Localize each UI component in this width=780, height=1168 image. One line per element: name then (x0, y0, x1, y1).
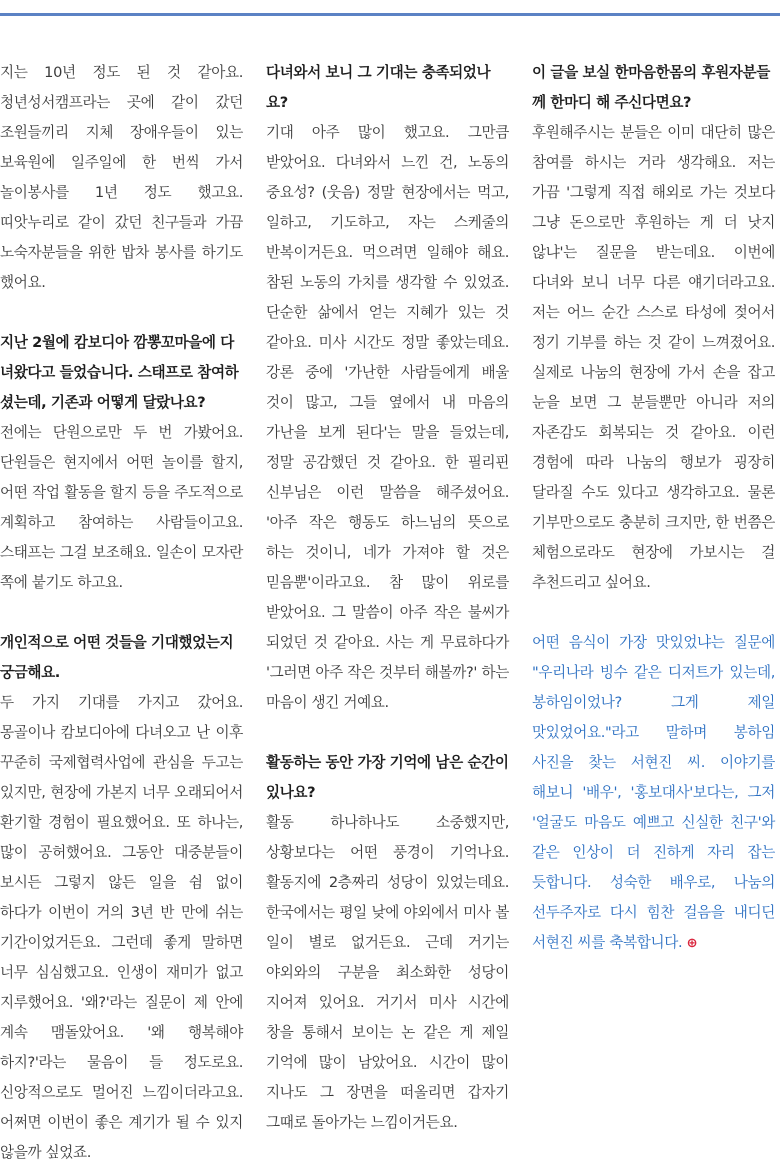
answer-expectations-met: 기대 아주 많이 했고요. 그만큼 받았어요. 다녀와서 느낀 건, 노동의 중요성? (웃음) 정말 현장에서는 먹고, 일하고, 기도하고, 자는 스케줄의 반복이거든요. 먹으려면 일해야 해요. 참된 노동의 가치를 생각할 수 있었죠. 단순한 삶에서 얻는 지혜가 있는 것 같아요. 미사 시간도 정말 좋았는데요. 강론 중에 '가난한 사람들에게 배울 것이 많고, 그들 옆에서 내 마음의 가난을 보게 된다'는 말을 들었는데, 정말 공감했던 것 같아요. 한 필리핀 신부님은 이런 말씀을 해주셨어요. '아주 작은 행동도 하느님의 뜻으로 하는 것이니, 네가 가져야 할 것은 믿음뿐'이라고요. 참 많이 위로를 받았어요. 그 말씀이 아주 작은 불씨가 되었던 것 같아요. 사는 게 무료하다가 '그러면 아주 작은 것부터 해볼까?' 하는 마음이 생긴 거예요. (266, 124, 509, 711)
article-column-middle (266, 58, 509, 1138)
article-column-left (0, 58, 243, 1168)
question-memorable-moment: 활동하는 동안 가장 기억에 남은 순간이 있나요? (266, 754, 509, 801)
end-mark-icon: ⊕ (686, 936, 698, 951)
answer-expectations: 두 가지 기대를 가지고 갔어요. 몽골이나 캄보디아에 다녀오고 난 이후 꾸준히 국제협력사업에 관심을 두고는 있지만, 현장에 가본지 너무 오래되어서 환기할 경험이 필요했어요. 또 하나는, 많이 공허했어요. 그동안 대중분들이 보시든 그렇지 않든 일을 쉼 없이 하다가 이번이 거의 3년 반 만에 쉬는 기간이었거든요. 그런데 좋게 말하면 너무 심심했고요. 인생이 재미가 없고 지루했어요. '왜?'라는 질문이 제 안에 계속 맴돌았어요. '왜 행복해야 하지?'라는 물음이 들 정도로요. 신앙적으로도 멀어진 느낌이더라고요. 어쩌면 이번이 좋은 계기가 될 수 있지 않을까 싶었죠. (0, 694, 243, 1161)
closing-text-continued: 는 듯합니다. 성숙한 배우로, 나눔의 선두주자로 다시 힘찬 걸음을 내디딘 서현진 씨를 축복합니다. (532, 844, 775, 951)
question-expectations: 개인적으로 어떤 것들을 기대했었는지 궁금해요. (0, 634, 234, 681)
article-column-right (532, 58, 775, 959)
closing-text: 어떤 음식이 가장 맛있었냐는 질문에 "우리나라 빙수 같은 디저트가 있는데, 봉하임이었나? 그게 제일 맛있었어요."라고 말하며 봉하임 사진을 찾는 서현진 씨. 이야기를 해보니 '배우', '홍보대사'보다는, 그저 '얼굴도 마음도 예쁘고 신실한 친구'와 같은 인상이 더 진하게 자리 잡 (532, 634, 775, 861)
question-message-to-donors: 이 글을 보실 한마음한몸의 후원자분들께 한마디 해 주신다면요? (532, 64, 770, 111)
answer-message-to-donors: 후원해주시는 분들은 이미 대단히 많은 참여를 하시는 거라 생각해요. 저는 가끔 '그렇게 직접 해외로 가는 것보다 그냥 돈으로만 후원하는 게 더 낫지 않냐'는 질문을 받는데요. 이번에 다녀와 보니 너무 다른 얘기더라고요. 저는 어느 순간 스스로 타성에 젖어서 정기 기부를 하는 것 같이 느껴졌어요. 실제로 나눔의 현장에 가서 손을 잡고 눈을 보면 그 분들뿐만 아니라 저의 자존감도 회복되는 것 같아요. 이런 경험에 따라 나눔의 행보가 굉장히 달라질 수도 있다고 생각하고요. 물론 기부만으로도 충분히 크지만, 한 번쯤은 체험으로라도 현장에 가보시는 걸 추천드리고 싶어요. (532, 124, 775, 591)
answer-cambodia-staff: 전에는 단원으로만 두 번 가봤어요. 단원들은 현지에서 어떤 놀이를 할지, 어떤 작업 활동을 할지 등을 주도적으로 계획하고 참여하는 사람들이고요. 스태프는 그걸 보조해요. 일손이 모자란 쪽에 붙기도 하고요. (0, 424, 243, 591)
intro-paragraph: 지는 10년 정도 된 것 같아요. 청년성서캠프라는 곳에 같이 갔던 조원들끼리 지체 장애우들이 있는 보육원에 일주일에 한 번씩 가서 놀이봉사를 1년 정도 했고요. 띠앗누리로 같이 갔던 친구들과 가끔 노숙자분들을 위한 밥차 봉사를 하기도 했어요. (0, 64, 243, 291)
question-expectations-met: 다녀와서 보니 그 기대는 충족되었나요? (266, 64, 491, 111)
answer-memorable-moment: 활동 하나하나도 소중했지만, 상황보다는 어떤 풍경이 기억나요. 활동지에 2층짜리 성당이 있었는데요. 한국에서는 평일 낮에 야외에서 미사 볼 일이 별로 없거든요. 근데 거기는 야외와의 구분을 최소화한 성당이 지어져 있어요. 거기서 미사 시간에 창을 통해서 보이는 논 같은 게 제일 기억에 많이 남았어요. 시간이 많이 지나도 그 장면을 떠올리면 갑자기 그때로 돌아가는 느낌이거든요. (266, 814, 509, 1131)
closing-paragraph (532, 628, 775, 959)
top-divider (0, 13, 780, 16)
question-cambodia-staff: 지난 2월에 캄보디아 깜뽕꼬마을에 다녀왔다고 들었습니다. 스태프로 참여하셨는데, 기존과 어떻게 달랐나요? (0, 334, 239, 411)
